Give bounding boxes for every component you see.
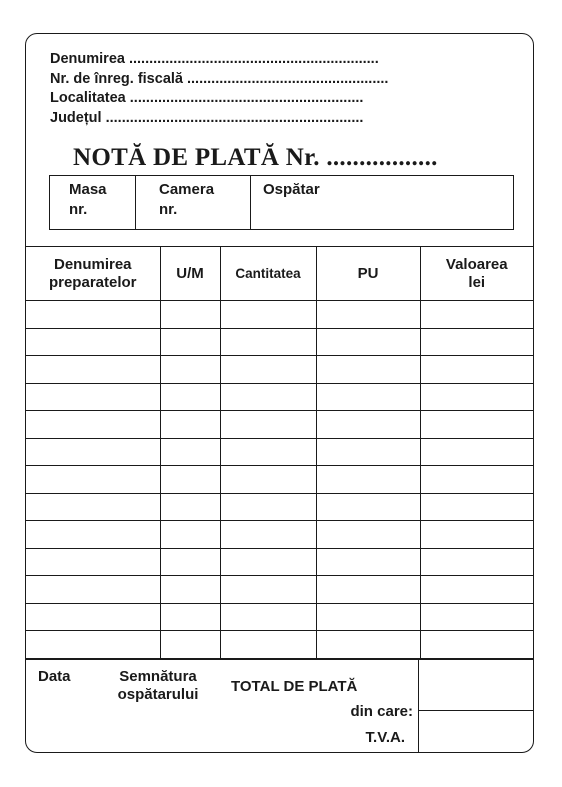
ospatar-cell[interactable] — [251, 176, 513, 229]
field-localitatea[interactable]: Localitatea .......................................................... — [50, 90, 364, 106]
table-cell[interactable] — [420, 576, 533, 604]
ospatar-label: Ospătar — [263, 181, 320, 198]
table-cell[interactable] — [220, 548, 316, 576]
col-header-cantitatea: Cantitatea — [220, 247, 316, 301]
table-cell[interactable] — [316, 438, 420, 466]
table-row — [26, 301, 533, 329]
table-cell[interactable] — [160, 548, 220, 576]
table-cell[interactable] — [420, 631, 533, 659]
camera-nr-label: nr. — [159, 201, 178, 218]
table-cell[interactable] — [26, 301, 160, 329]
table-cell[interactable] — [220, 631, 316, 659]
table-cell[interactable] — [26, 411, 160, 439]
table-row — [26, 383, 533, 411]
table-cell[interactable] — [420, 548, 533, 576]
table-cell[interactable] — [316, 631, 420, 659]
table-cell[interactable] — [160, 631, 220, 659]
table-cell[interactable] — [220, 603, 316, 631]
table-body — [26, 301, 533, 659]
table-row — [26, 411, 533, 439]
field-denumirea[interactable]: Denumirea .............................................................. — [50, 51, 379, 67]
table-cell[interactable] — [26, 521, 160, 549]
service-info-box — [49, 175, 514, 230]
table-cell[interactable] — [220, 466, 316, 494]
table-cell[interactable] — [316, 301, 420, 329]
table-row — [26, 603, 533, 631]
table-cell[interactable] — [160, 328, 220, 356]
table-cell[interactable] — [316, 466, 420, 494]
footer-tva-label: T.V.A. — [365, 729, 405, 746]
table-cell[interactable] — [316, 328, 420, 356]
table-cell[interactable] — [26, 576, 160, 604]
camera-nr-cell[interactable] — [136, 176, 251, 229]
table-cell[interactable] — [26, 438, 160, 466]
table-cell[interactable] — [160, 411, 220, 439]
col-header-pu: PU — [316, 247, 420, 301]
masa-nr-label: nr. — [69, 201, 88, 218]
table-cell[interactable] — [420, 383, 533, 411]
table-cell[interactable] — [220, 356, 316, 384]
table-cell[interactable] — [420, 521, 533, 549]
table-cell[interactable] — [220, 521, 316, 549]
masa-nr-cell[interactable] — [50, 176, 136, 229]
footer-din-care-label: din care: — [350, 703, 413, 720]
field-nr-inreg-fiscala[interactable]: Nr. de înreg. fiscală .................................................. — [50, 70, 389, 87]
table-row — [26, 631, 533, 659]
table-row — [26, 548, 533, 576]
table-cell[interactable] — [160, 466, 220, 494]
table-cell[interactable] — [26, 603, 160, 631]
document-title: NOTĂ DE PLATĂ Nr. ................. — [73, 144, 438, 171]
table-cell[interactable] — [420, 301, 533, 329]
table-cell[interactable] — [420, 438, 533, 466]
items-table — [26, 246, 533, 659]
table-cell[interactable] — [160, 576, 220, 604]
table-row — [26, 493, 533, 521]
table-cell[interactable] — [316, 356, 420, 384]
table-cell[interactable] — [160, 493, 220, 521]
table-cell[interactable] — [160, 301, 220, 329]
table-cell[interactable] — [26, 383, 160, 411]
table-row — [26, 328, 533, 356]
table-cell[interactable] — [160, 603, 220, 631]
camera-label: Camera — [159, 181, 215, 198]
field-judetul[interactable]: Județul ................................................................ — [50, 109, 364, 126]
table-cell[interactable] — [220, 328, 316, 356]
table-cell[interactable] — [26, 548, 160, 576]
table-cell[interactable] — [420, 603, 533, 631]
table-cell[interactable] — [220, 411, 316, 439]
table-header-row — [26, 247, 533, 301]
table-cell[interactable] — [420, 328, 533, 356]
table-cell[interactable] — [26, 328, 160, 356]
form-footer — [26, 659, 533, 753]
table-cell[interactable] — [316, 548, 420, 576]
table-cell[interactable] — [316, 411, 420, 439]
table-row — [26, 356, 533, 384]
table-cell[interactable] — [26, 631, 160, 659]
table-cell[interactable] — [316, 521, 420, 549]
table-row — [26, 521, 533, 549]
table-cell[interactable] — [220, 438, 316, 466]
table-cell[interactable] — [220, 383, 316, 411]
table-cell[interactable] — [316, 493, 420, 521]
table-cell[interactable] — [420, 356, 533, 384]
footer-total-label: TOTAL DE PLATĂ — [231, 678, 358, 695]
table-cell[interactable] — [316, 576, 420, 604]
col-header-um: U/M — [160, 247, 220, 301]
col-header-denumirea: Denumirea preparatelor — [26, 247, 160, 301]
table-row — [26, 438, 533, 466]
footer-divider-horizontal — [418, 710, 533, 711]
footer-divider-vertical — [418, 660, 419, 753]
invoice-form — [25, 33, 534, 753]
table-cell[interactable] — [420, 493, 533, 521]
table-cell[interactable] — [160, 356, 220, 384]
header-fields — [50, 50, 430, 128]
table-cell[interactable] — [160, 383, 220, 411]
table-cell[interactable] — [220, 493, 316, 521]
table-cell[interactable] — [26, 356, 160, 384]
col-header-valoarea: Valoarea lei — [420, 247, 533, 301]
table-cell[interactable] — [26, 493, 160, 521]
table-row — [26, 576, 533, 604]
table-cell[interactable] — [316, 603, 420, 631]
table-cell[interactable] — [220, 576, 316, 604]
table-cell[interactable] — [420, 411, 533, 439]
footer-data-label: Data — [38, 668, 71, 685]
table-cell[interactable] — [316, 383, 420, 411]
table-cell[interactable] — [26, 466, 160, 494]
table-row — [26, 466, 533, 494]
table-cell[interactable] — [220, 301, 316, 329]
table-cell[interactable] — [420, 466, 533, 494]
masa-label: Masa — [69, 181, 107, 198]
table-cell[interactable] — [160, 521, 220, 549]
footer-semnatura-label: Semnătura ospătarului — [117, 668, 199, 703]
table-cell[interactable] — [160, 438, 220, 466]
